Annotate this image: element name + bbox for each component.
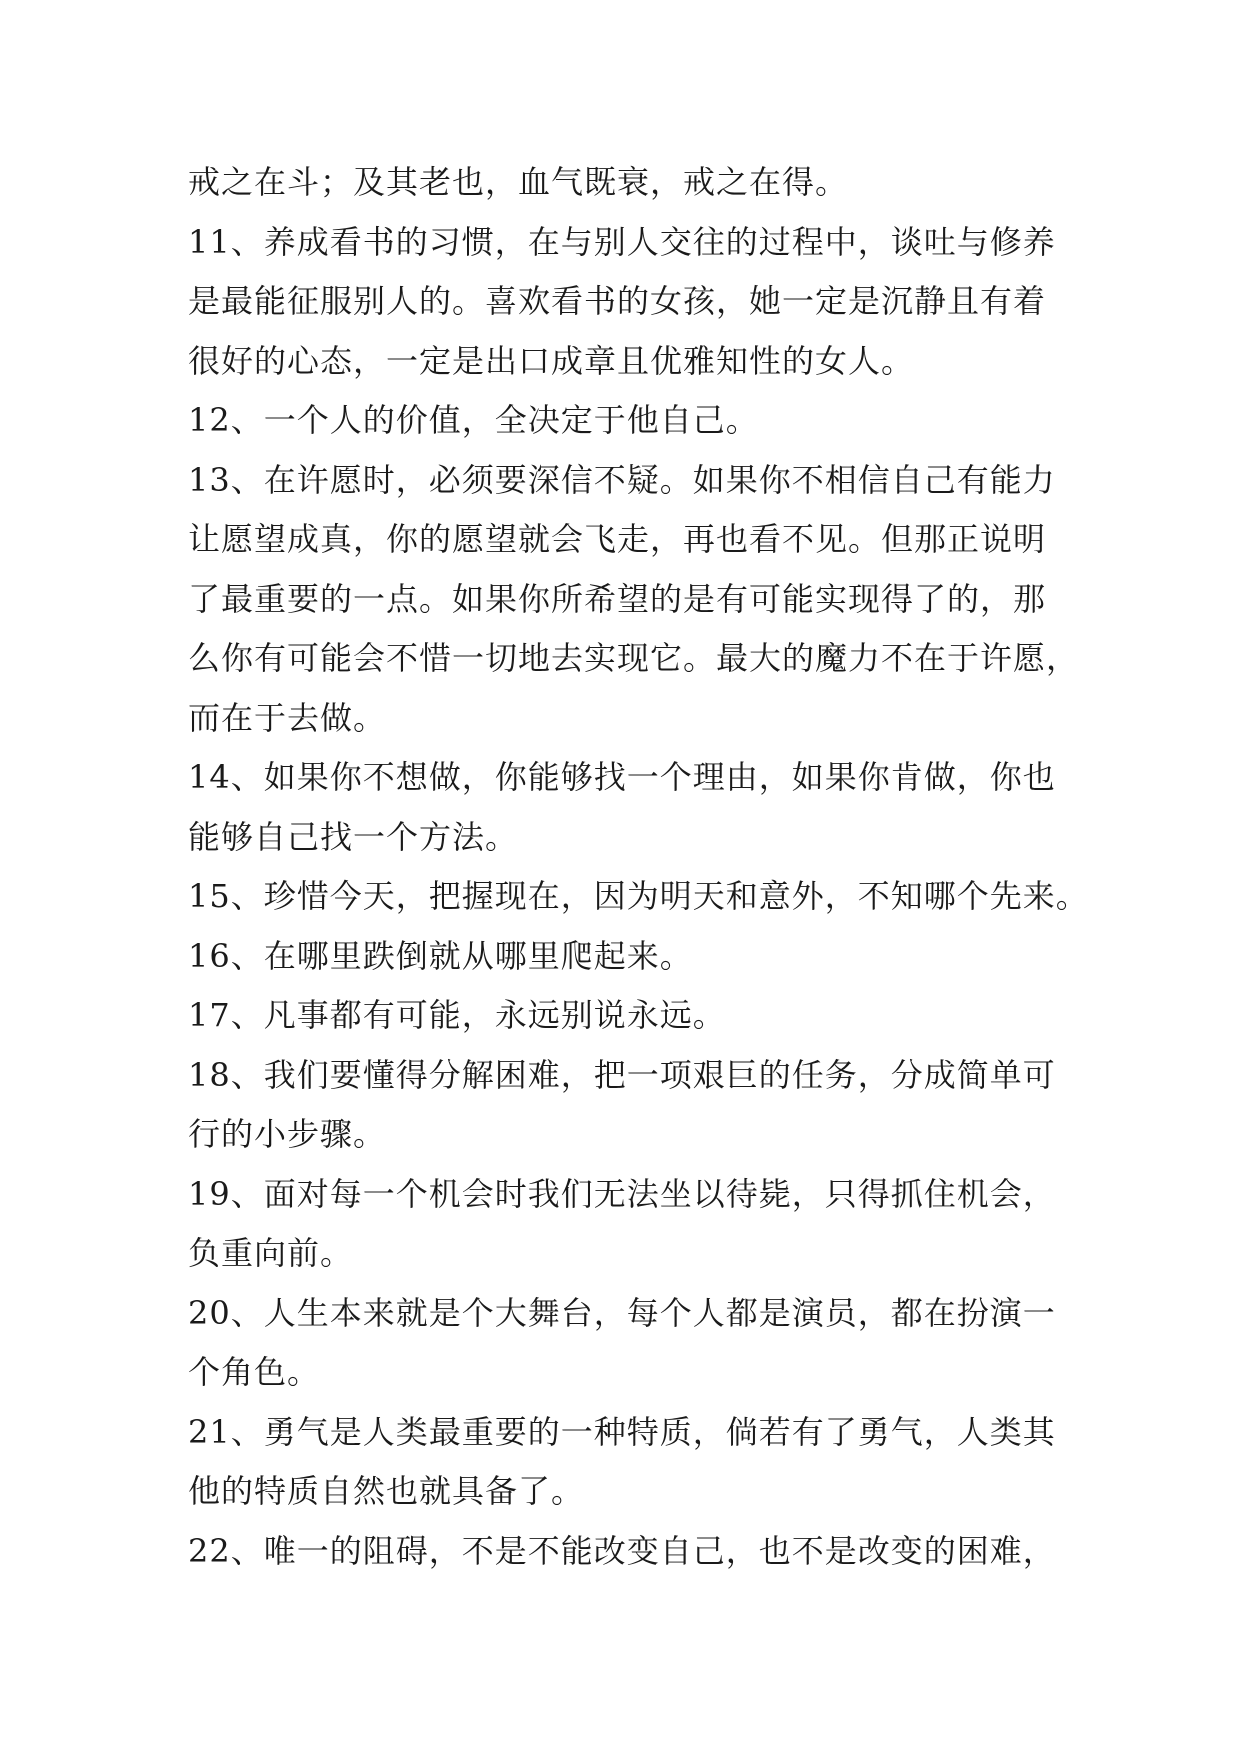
text-line: 12、一个人的价值，全决定于他自己。 (188, 401, 759, 439)
text-line: 行的小步骤。 (188, 1115, 387, 1153)
text-line: 20、人生本来就是个大舞台，每个人都是演员，都在扮演一 (188, 1293, 1056, 1332)
text-line: 戒之在斗；及其老也，血气既衰，戒之在得。 (188, 163, 849, 201)
text-line: 21、勇气是人类最重要的一种特质，倘若有了勇气，人类其 (188, 1412, 1056, 1451)
text-line: 很好的心态，一定是出口成章且优雅知性的女人。 (188, 341, 915, 380)
text-line: 他的特质自然也就具备了。 (188, 1472, 585, 1510)
text-line: 19、面对每一个机会时我们无法坐以待毙，只得抓住机会， (188, 1174, 1056, 1213)
text-line: 了最重要的一点。如果你所希望的是有可能实现得了的，那 (188, 579, 1047, 618)
text-line: 18、我们要懂得分解困难，把一项艰巨的任务，分成简单可 (188, 1055, 1056, 1094)
text-line: 负重向前。 (188, 1234, 354, 1272)
text-line: 让愿望成真，你的愿望就会飞走，再也看不见。但那正说明 (188, 520, 1047, 558)
text-line: 能够自己找一个方法。 (188, 817, 519, 856)
text-line: 11、养成看书的习惯，在与别人交往的过程中，谈吐与修养 (188, 222, 1056, 261)
text-line: 15、珍惜今天，把握现在，因为明天和意外，不知哪个先来。 (188, 877, 1089, 915)
text-line: 22、唯一的阻碍，不是不能改变自己，也不是改变的困难， (188, 1531, 1056, 1570)
text-line: 16、在哪里跌倒就从哪里爬起来。 (188, 936, 693, 975)
text-line: 是最能征服别人的。喜欢看书的女孩，她一定是沉静且有着 (188, 282, 1047, 320)
text-line: 么你有可能会不惜一切地去实现它。最大的魔力不在于许愿， (188, 639, 1080, 677)
text-line: 17、凡事都有可能，永远别说永远。 (188, 996, 726, 1034)
text-line: 个角色。 (188, 1353, 321, 1391)
text-line: 14、如果你不想做，你能够找一个理由，如果你肯做，你也 (188, 758, 1056, 796)
text-line: 13、在许愿时，必须要深信不疑。如果你不相信自己有能力 (188, 460, 1056, 499)
document-body (188, 153, 1089, 1581)
text-line: 而在于去做。 (188, 698, 387, 737)
